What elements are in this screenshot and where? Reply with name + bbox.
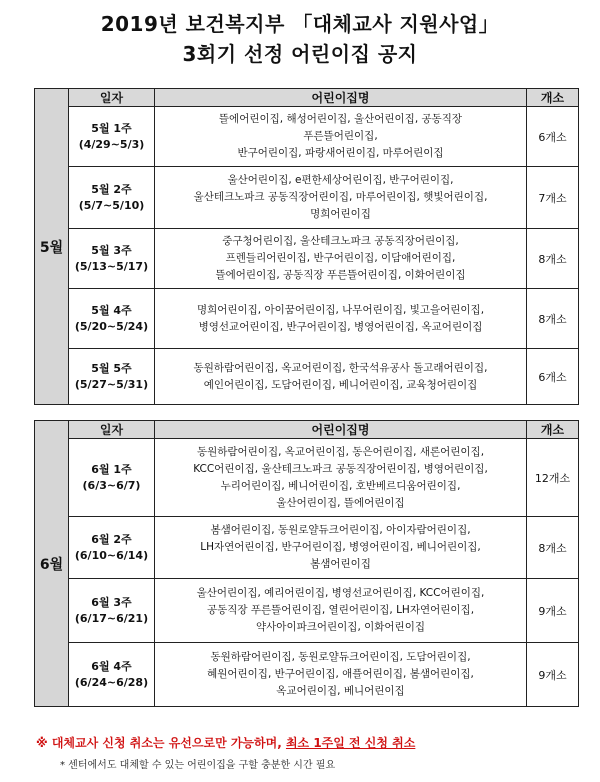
count-cell: 6개소 <box>527 107 579 167</box>
table-row <box>35 579 579 643</box>
week-cell <box>69 643 155 707</box>
date-range: (5/13~5/17) <box>74 259 149 273</box>
week-cell <box>69 289 155 349</box>
june-schedule-table <box>34 420 579 707</box>
cancellation-notice <box>36 734 415 751</box>
table-row <box>35 439 579 517</box>
names-line: 공동직장 푸른뜰어린이집, 열린어린이집, LH자연어린이집, <box>206 604 475 616</box>
names-cell <box>155 517 527 579</box>
names-line: 동원하람어린이집, 옥교어린이집, 한국석유공사 돌고래어린이집, <box>193 361 488 374</box>
names-line: 예인어린이집, 도담어린이집, 베니어린이집, 교육청어린이집 <box>203 378 478 391</box>
count-cell: 6개소 <box>527 349 579 405</box>
names-line: 누리어린이집, 베니어린이집, 호반베르디움어린이집, <box>220 479 461 492</box>
week-label: 5월 4주 <box>91 303 132 317</box>
names-header: 어린이집명 <box>155 421 527 439</box>
table-row <box>35 107 579 167</box>
names-line: 프렌들리어린이집, 반구어린이집, 이담애어린이집, <box>225 252 456 264</box>
week-label: 5월 3주 <box>91 243 132 257</box>
names-cell <box>155 349 527 405</box>
names-line: 봄샘어린이집 <box>310 558 371 570</box>
count-cell: 8개소 <box>527 229 579 289</box>
names-line: 울산테크노파크 공동직장어린이집, 마루어린이집, 햇빛어린이집, <box>193 191 488 203</box>
names-line: 봄샘어린이집, 동원로얄듀크어린이집, 아이자람어린이집, <box>210 524 471 536</box>
table-row <box>35 349 579 405</box>
names-line: 울산어린이집, 예리어린이집, 병영선교어린이집, KCC어린이집, <box>196 587 485 599</box>
names-line: LH자연어린이집, 반구어린이집, 병영어린이집, 베니어린이집, <box>200 541 481 553</box>
names-line: 중구청어린이집, 울산테크노파크 공동직장어린이집, <box>222 235 459 247</box>
names-line: 울산어린이집, e편한세상어린이집, 반구어린이집, <box>227 174 454 186</box>
names-cell <box>155 107 527 167</box>
names-cell <box>155 643 527 707</box>
names-cell <box>155 167 527 229</box>
names-line: 병영선교어린이집, 반구어린이집, 병영어린이집, 옥교어린이집 <box>198 320 483 333</box>
footnote: * 센터에서도 대체할 수 있는 어린이집을 구할 충분한 시간 필요 <box>60 760 336 771</box>
week-cell <box>69 229 155 289</box>
table-header-row <box>35 421 579 439</box>
names-line: 명희어린이집, 아이꿈어린이집, 나무어린이집, 빛고을어린이집, <box>196 303 485 316</box>
date-range: (6/24~6/28) <box>74 675 149 689</box>
count-cell: 12개소 <box>527 439 579 517</box>
date-range: (6/3~6/7) <box>82 478 141 492</box>
names-cell <box>155 579 527 643</box>
may-schedule-table <box>34 88 579 405</box>
table-row <box>35 643 579 707</box>
month-cell: 5월 <box>35 89 69 405</box>
week-label: 6월 3주 <box>91 595 132 609</box>
count-header: 개소 <box>527 421 579 439</box>
period-header: 일자 <box>69 89 155 107</box>
count-cell: 8개소 <box>527 517 579 579</box>
names-cell <box>155 289 527 349</box>
names-line: 푸른뜰어린이집, <box>303 130 378 142</box>
names-cell <box>155 229 527 289</box>
notice-text: ※ 대체교사 신청 취소는 유선으로만 가능하며, <box>36 736 286 750</box>
date-range: (6/10~6/14) <box>74 548 149 562</box>
date-range: (5/20~5/24) <box>74 319 149 333</box>
document-title: 2019년 보건복지부 「대체교사 지원사업」 <box>100 12 500 36</box>
names-line: 명희어린이집 <box>310 208 371 220</box>
names-line: 뜰에어린이집, 공동직장 푸른뜰어린이집, 이화어린이집 <box>215 269 466 281</box>
table-row <box>35 289 579 349</box>
names-line: 동원하람어린이집, 옥교어린이집, 동은어린이집, 새론어린이집, <box>196 445 485 458</box>
names-line: 울산어린이집, 뜰에어린이집 <box>276 496 405 509</box>
date-range: (4/29~5/3) <box>78 137 145 151</box>
week-label: 6월 2주 <box>91 532 132 546</box>
count-cell: 8개소 <box>527 289 579 349</box>
week-cell <box>69 167 155 229</box>
notice-emphasis: 최소 1주일 전 신청 취소 <box>285 736 416 750</box>
table-row <box>35 167 579 229</box>
date-range: (5/7~5/10) <box>78 198 145 212</box>
week-label: 6월 4주 <box>91 659 132 673</box>
week-cell <box>69 349 155 405</box>
period-header: 일자 <box>69 421 155 439</box>
names-line: 반구어린이집, 파랑새어린이집, 마루어린이집 <box>237 147 444 159</box>
week-label: 5월 1주 <box>91 121 132 135</box>
week-cell <box>69 579 155 643</box>
count-cell: 7개소 <box>527 167 579 229</box>
document-subtitle: 3회기 선정 어린이집 공지 <box>182 42 418 66</box>
names-header: 어린이집명 <box>155 89 527 107</box>
week-cell <box>69 517 155 579</box>
date-range: (5/27~5/31) <box>74 377 149 391</box>
count-cell: 9개소 <box>527 579 579 643</box>
names-line: 뜰에어린이집, 해성어린이집, 울산어린이집, 공동직장 <box>218 113 463 125</box>
count-cell: 9개소 <box>527 643 579 707</box>
week-label: 6월 1주 <box>91 462 132 476</box>
table-row <box>35 517 579 579</box>
names-line: 옥교어린이집, 베니어린이집 <box>276 685 405 697</box>
table-row <box>35 229 579 289</box>
names-line: 동원하람어린이집, 동원로얄듀크어린이집, 도담어린이집, <box>210 651 471 663</box>
names-line: 약사아이파크어린이집, 이화어린이집 <box>256 621 425 633</box>
week-label: 5월 5주 <box>91 361 132 375</box>
table-header-row <box>35 89 579 107</box>
date-range: (6/17~6/21) <box>74 611 149 625</box>
count-header: 개소 <box>527 89 579 107</box>
names-line: 혜원어린이집, 반구어린이집, 애플어린이집, 봄샘어린이집, <box>207 668 474 680</box>
week-label: 5월 2주 <box>91 182 132 196</box>
month-cell: 6월 <box>35 421 69 707</box>
week-cell <box>69 107 155 167</box>
names-cell <box>155 439 527 517</box>
names-line: KCC어린이집, 울산테크노파크 공동직장어린이집, 병영어린이집, <box>193 462 488 475</box>
week-cell <box>69 439 155 517</box>
